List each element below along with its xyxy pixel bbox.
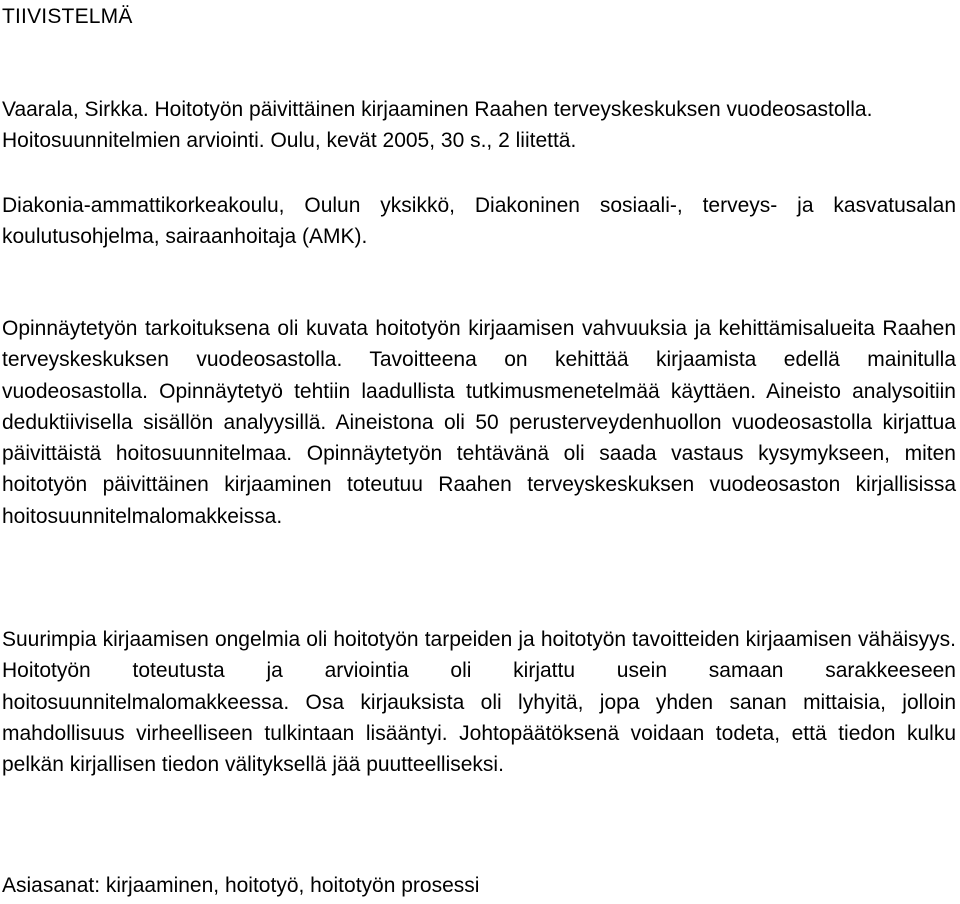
abstract-paragraph: Opinnäytetyön tarkoituksena oli kuvata hoitotyön kirjaamisen vahvuuksia ja kehittämisalueita Raahen terveyskeskuksen vuodeosastolla. Tavoitteena on kehittää kirjaamista edellä mainitulla vuodeosastolla. Opinnäytetyö tehtiin laadullista tutkimusmenetelmää käyttäen. Aineisto analysoitiin deduktiivisella sisällön analyysillä. Aineistona oli 50 perusterveydenhuollon vuodeosastolla kirjattua päivittäistä hoitosuunnitelmaa. Opinnäytetyön tehtävänä oli saada vastaus kysymykseen, miten hoitotyön päivittäinen kirjaaminen toteutuu Raahen terveyskeskuksen vuodeosaston kirjallisissa hoitosuunnitelmalomakkeissa.: [2, 317, 956, 528]
page-title: TIIVISTELMÄ: [2, 5, 133, 28]
keywords-line: Asiasanat: kirjaaminen, hoitotyö, hoitotyön prosessi: [2, 874, 480, 897]
institution-paragraph: Diakonia-ammattikorkeakoulu, Oulun yksikkö, Diakoninen sosiaali-, terveys- ja kasvatusalan koulutusohjelma, sairaanhoitaja (AMK).: [2, 194, 956, 249]
findings-paragraph: Suurimpia kirjaamisen ongelmia oli hoitotyön tarpeiden ja hoitotyön tavoitteiden kirjaamisen vähäisyys. Hoitotyön toteutusta ja arviointia oli kirjattu usein samaan sarakkeeseen hoitosuunnitelmalomakkeessa. Osa kirjauksista oli lyhyitä, jopa yhden sanan mittaisia, jolloin mahdollisuus virheelliseen tulkintaan lisääntyi. Johtopäätöksenä voidaan todeta, että tiedon kulku pelkän kirjallisen tiedon välityksellä jää puutteelliseksi.: [2, 628, 956, 777]
author-paragraph: Vaarala, Sirkka. Hoitotyön päivittäinen kirjaaminen Raahen terveyskeskuksen vuodeosastolla. Hoitosuunnitelmien arviointi. Oulu, kevät 2005, 30 s., 2 liitettä.: [2, 98, 873, 153]
